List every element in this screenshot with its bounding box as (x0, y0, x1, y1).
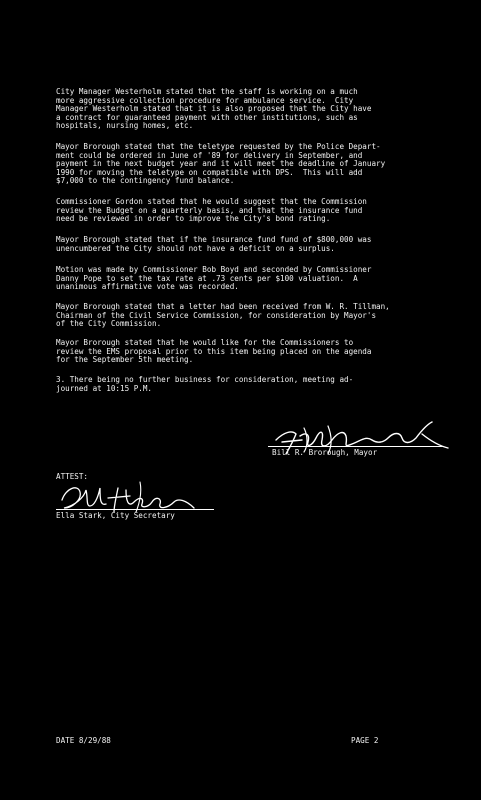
paragraph-adjournment: 3. There being no further business for consideration, meeting ad- journed at 10:15 P.M. (56, 375, 354, 393)
paragraph-insurance-fund: Mayor Brorough stated that if the insurance fund fund of $800,000 was unencumbered the City should not have a deficit on a surplus. (56, 235, 372, 253)
paragraph-tax-rate-motion: Motion was made by Commissioner Bob Boyd and seconded by Commissioner Danny Pope to set the tax rate at .73 cents per $100 valuation. A unanimous affirmative vote was recorded. (56, 265, 372, 292)
paragraph-budget-review: Commissioner Gordon stated that he would suggest that the Commission review the Budget on a quarterly basis, and that the insurance fund need be reviewed in order to improve the City's bond rating. (56, 197, 367, 224)
paragraph-ems-proposal: Mayor Brorough stated that he would like for the Commissioners to review the EMS proposal prior to this item being placed on the agenda for the September 5th meeting. (56, 338, 372, 365)
mayor-name-title: Bill R. Brorough, Mayor (272, 448, 378, 457)
footer-page-number: PAGE 2 (351, 736, 379, 745)
secretary-signature-line (56, 509, 214, 510)
mayor-signature-line (268, 446, 444, 447)
paragraph-teletype: Mayor Brorough stated that the teletype requested by the Police Depart- ment could be ordered in June of '89 for delivery in September, and payment in the next budget year and it will meet the deadline of January 1990 for moving the teletype on compatible with DPS. This will add $7,000 to the contingency fund balance. (56, 142, 386, 186)
footer-date: DATE 8/29/88 (56, 736, 111, 745)
secretary-name-title: Ella Stark, City Secretary (56, 511, 175, 520)
paragraph-collection-procedure: City Manager Westerholm stated that the staff is working on a much more aggressive collection procedure for ambulance service. City Manager Westerholm stated that it is also proposed that the City have a contract for guaranteed payment with other institutions, such as hospitals, nursing homes, etc. (56, 87, 372, 131)
paragraph-civil-service-letter: Mayor Brorough stated that a letter had been received from W. R. Tillman, Chairman of the Civil Service Commission, for consideration by Mayor's of the City Commission. (56, 302, 390, 329)
attest-label: ATTEST: (56, 472, 89, 481)
